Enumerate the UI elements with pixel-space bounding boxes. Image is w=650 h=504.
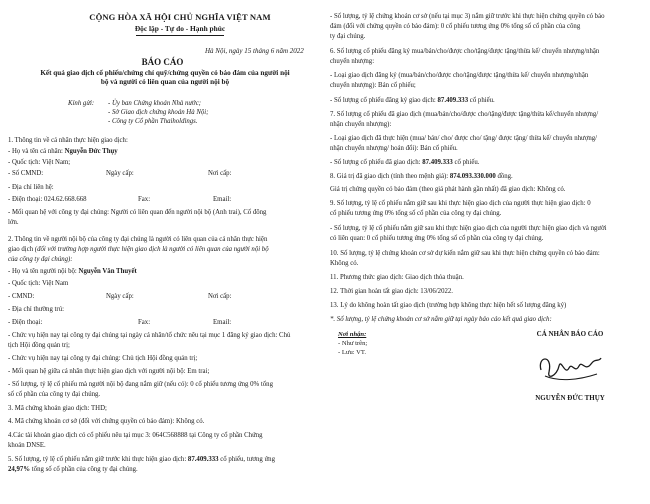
registered-quantity-value: 87.409.333 [437, 97, 469, 104]
insider-phone-label: - Điện thoại: [8, 319, 43, 326]
section-1-title: 1. Thông tin về cá nhân thực hiện giao dịch: [8, 137, 128, 144]
traded-quantity-tail: cổ phiếu. [452, 159, 480, 166]
shares-after-related-line-2: có liên quan: 0 cổ phiếu tương ứng 0% tổng số cổ phần của công ty đại chúng. [330, 235, 544, 242]
traded-value-amount: 874.093.330.000 [449, 173, 496, 180]
insider-name-value: Nguyễn Văn Thuyết [78, 268, 137, 275]
recipient-item: - Sở Giao dịch chứng khoán Hà Nội; [108, 109, 209, 117]
individual-nationality: - Quốc tịch: Việt Nam; [8, 159, 71, 166]
traded-type-line-1: - Loại giao dịch đã thực hiện (mua/ bán/ cho/ được cho/ tặng/ được tặng/ thừa kế/ chuyển nhượng/ [330, 135, 598, 142]
registered-type-line-2: chuyển nhượng): Bán cổ phiếu; [330, 82, 416, 89]
insider-name [8, 268, 137, 276]
national-motto: Độc lập - Tự do - Hạnh phúc [134, 23, 226, 33]
traded-shares-line-2: nhận chuyển nhượng): [330, 121, 392, 128]
trading-accounts-line-1: 4.Các tài khoản giao dịch có cổ phiếu nêu tại mục 3: 064C568888 tại Công ty cổ phần Chứng [8, 432, 263, 439]
section-2-italic-2: của công ty đại chúng): [8, 256, 73, 263]
individual-name-value: Nguyễn Đức Thụy [64, 148, 118, 155]
trading-accounts-line-2: khoán DNSE. [8, 442, 46, 449]
traded-shares-line-1: 7. Số lượng cổ phiếu đã giao dịch (mua/bán/cho/được cho/tặng/được tặng/thừa kế/chuyển nhượng/ [330, 111, 599, 118]
national-header [40, 12, 320, 36]
signer-name: NGUYỄN ĐỨC THỤY [535, 394, 605, 402]
shares-before-label: 5. Số lượng, tỷ lệ cổ phiếu nắm giữ trước khi thực hiện giao dịch: [8, 456, 188, 463]
insider-address: - Địa chỉ thường trú: [8, 306, 64, 313]
traded-value-label: 8. Giá trị đã giao dịch (tính theo mệnh giá): [330, 173, 450, 180]
trading-method: 11. Phương thức giao dịch: Giao dịch thỏa thuận. [330, 274, 464, 281]
traded-value-unit: đồng. [495, 173, 513, 180]
recipient-item: - Ủy ban Chứng khoán Nhà nước; [108, 100, 201, 107]
shares-after-line-2: cổ phiếu tương ứng 0% tổng số cổ phần của công ty đại chúng. [330, 210, 502, 217]
underlying-securities: 4. Mã chứng khoán cơ sở (đối với chứng quyền có bảo đảm): Không có. [8, 418, 205, 425]
underlying-before-line-1: - Số lượng, tỷ lệ chứng khoán cơ sở (nếu tại mục 3) nắm giữ trước khi thực hiện chứng quyền có bảo [330, 13, 605, 20]
signature-title: CÁ NHÂN BÁO CÁO [536, 330, 604, 338]
distribution-heading: Nơi nhận: [338, 331, 367, 338]
insider-email-label: Email: [213, 319, 232, 326]
underlying-before-line-2: đảm (đối với chứng quyền có bảo đảm): 0 cổ phiếu tương ứng 0% tổng số cổ phần của công [330, 23, 581, 30]
underlying-before-line-3: ty đại chúng. [330, 33, 366, 40]
insider-position-line-1: - Chức vụ hiện nay tại công ty đại chúng tại ngày cá nhân/tổ chức nêu tại mục 1 đăng ký giao dịch: Chủ [8, 332, 291, 339]
fax-label: Fax: [138, 196, 151, 203]
securities-code: 3. Mã chứng khoán giao dịch: THD; [8, 405, 107, 412]
section-2-title-line-2 [8, 246, 269, 254]
individual-name [8, 148, 118, 156]
shares-after-line-1: 9. Số lượng, tỷ lệ cổ phiếu nắm giữ sau khi thực hiện giao dịch của người thực hiện giao dịch: 0 [330, 200, 591, 207]
registered-shares-line-1: 6. Số lượng cổ phiếu đăng ký mua/bán/cho/được cho/tặng/được tặng/thừa kế/ chuyển nhượng/nhận [330, 48, 600, 55]
traded-quantity-value: 87.409.333 [422, 159, 453, 166]
completion-date: 12. Thời gian hoàn tất giao dịch: 13/06/2022. [330, 288, 453, 295]
registered-quantity-tail: cổ phiếu. [468, 97, 495, 104]
insider-shares-line-2: số cổ phần của công ty đại chúng. [8, 391, 101, 398]
shares-before-value: 87.409.333 [187, 456, 219, 463]
document-subtitle [20, 69, 310, 88]
underlying-after-line-1: 10. Số lượng, tỷ lệ chứng khoán cơ sở dự kiến nắm giữ sau khi thực hiện chứng quyền có bảo đảm: [330, 250, 600, 257]
shares-before-tail: cổ phiếu, tương ứng [218, 456, 275, 463]
phone: - Điện thoại: 024.62.668.668 [8, 196, 87, 203]
email-label: Email: [213, 196, 232, 203]
signature-block [500, 330, 640, 402]
registered-type-line-1: - Loại giao dịch đăng ký (mua/bán/cho/được cho/tặng/được tặng/thừa kế/ chuyển nhượng/nhận [330, 72, 589, 79]
registered-shares-line-2: chuyển nhượng: [330, 58, 375, 65]
insider-position-line-2: tịch Hội đồng quản trị; [8, 342, 70, 349]
subtitle-line-2: bộ và người có liên quan của người nội bộ [100, 78, 230, 87]
header-underline [136, 35, 224, 36]
issue-date-label: Ngày cấp: [106, 170, 134, 177]
warrant-value: Giá trị chứng quyền có bảo đảm (theo giá phát hành gần nhất) đã giao dịch: Không có. [330, 186, 566, 193]
traded-value [330, 173, 513, 181]
document-title: BÁO CÁO [141, 57, 184, 67]
shares-before-percent-tail: tổng số cổ phần của công ty đại chúng. [30, 466, 138, 473]
underlying-at-report: *. Số lượng, tỷ lệ chứng khoán cơ sở nắm giữ tại ngày báo cáo kết quả giao dịch: [330, 316, 552, 323]
shares-before-line-1 [8, 456, 275, 464]
individual-address: - Địa chỉ liên hệ: [8, 184, 54, 191]
traded-quantity [330, 159, 479, 167]
section-2-italic-1: (đối với trường hợp người thực hiện giao dịch là người có liên quan của người nội bộ [33, 246, 269, 253]
dateline: Hà Nội, ngày 15 tháng 6 năm 2022 [205, 47, 304, 55]
insider-position-now: - Chức vụ hiện nay tại công ty đại chúng: Chủ tịch Hội đồng quản trị; [8, 355, 198, 362]
relation-line-2: lớn. [8, 219, 19, 226]
recipients-label: Kính gửi: [68, 100, 95, 107]
subtitle-line-1: Kết quả giao dịch cổ phiếu/chứng chỉ quỹ/chứng quyền có bảo đảm của người nội [40, 69, 290, 77]
insider-id-label: - CMND: [8, 293, 35, 300]
insider-nationality: - Quốc tịch: Việt Nam [8, 280, 69, 287]
insider-issue-place-label: Nơi cấp: [208, 293, 232, 300]
distribution-list [338, 330, 367, 358]
underlying-after-line-2: Không có. [330, 260, 359, 267]
recipient-item: - Công ty Cổ phần Thaiholdings. [108, 118, 198, 126]
insider-fax-label: Fax: [138, 319, 151, 326]
incomplete-reason: 13. Lý do không hoàn tất giao dịch (trường hợp không thực hiện hết số lượng đăng ký) [330, 302, 567, 309]
handwritten-signature [535, 346, 605, 386]
section-2-title-line-1: 2. Thông tin về người nội bộ của công ty đại chúng là người có liên quan của cá nhân thực hiện [8, 236, 268, 243]
registered-quantity [330, 97, 495, 105]
relation-line-1: - Mối quan hệ với công ty đại chúng: Người có liên quan đến người nội bộ (Anh trai), Cổ đông [8, 209, 267, 216]
recipients-block [68, 99, 308, 127]
shares-before-percent: 24,97% [8, 466, 31, 473]
traded-type-line-2: nhận chuyển nhượng/ hoán đổi): Bán cổ phiếu. [330, 145, 458, 152]
nation-name: CỘNG HÒA XÃ HỘI CHỦ NGHĨA VIỆT NAM [89, 12, 271, 22]
registered-quantity-label: - Số lượng cổ phiếu đăng ký giao dịch: [330, 97, 438, 104]
insider-issue-date-label: Ngày cấp: [106, 293, 134, 300]
traded-quantity-label: - Số lượng cổ phiếu đã giao dịch: [330, 159, 423, 166]
insider-shares-line-1: - Số lượng, tỷ lệ cổ phiếu mà người nội bộ đang nắm giữ (nếu có): 0 cổ phiếu tương ứng 0% tổng [8, 381, 273, 388]
distribution-item: - Như trên; [338, 340, 368, 348]
distribution-item: - Lưu: VT. [338, 349, 367, 357]
id-label: - Số CMND: [8, 170, 44, 177]
section-2-title-tail: giao dịch [8, 246, 34, 253]
insider-relation: - Mối quan hệ giữa cá nhân thực hiện giao dịch với người nội bộ: Em trai; [8, 368, 210, 375]
shares-after-related-line-1: - Số lượng, tỷ lệ cổ phiếu nắm giữ sau khi thực hiện giao dịch của người thực hiện giao dịch và người [330, 225, 607, 232]
shares-before-line-2 [8, 466, 138, 474]
issue-place-label: Nơi cấp: [208, 170, 232, 177]
insider-name-label: - Họ và tên người nội bộ: [8, 268, 79, 275]
individual-name-label: - Họ và tên cá nhân: [8, 148, 65, 155]
